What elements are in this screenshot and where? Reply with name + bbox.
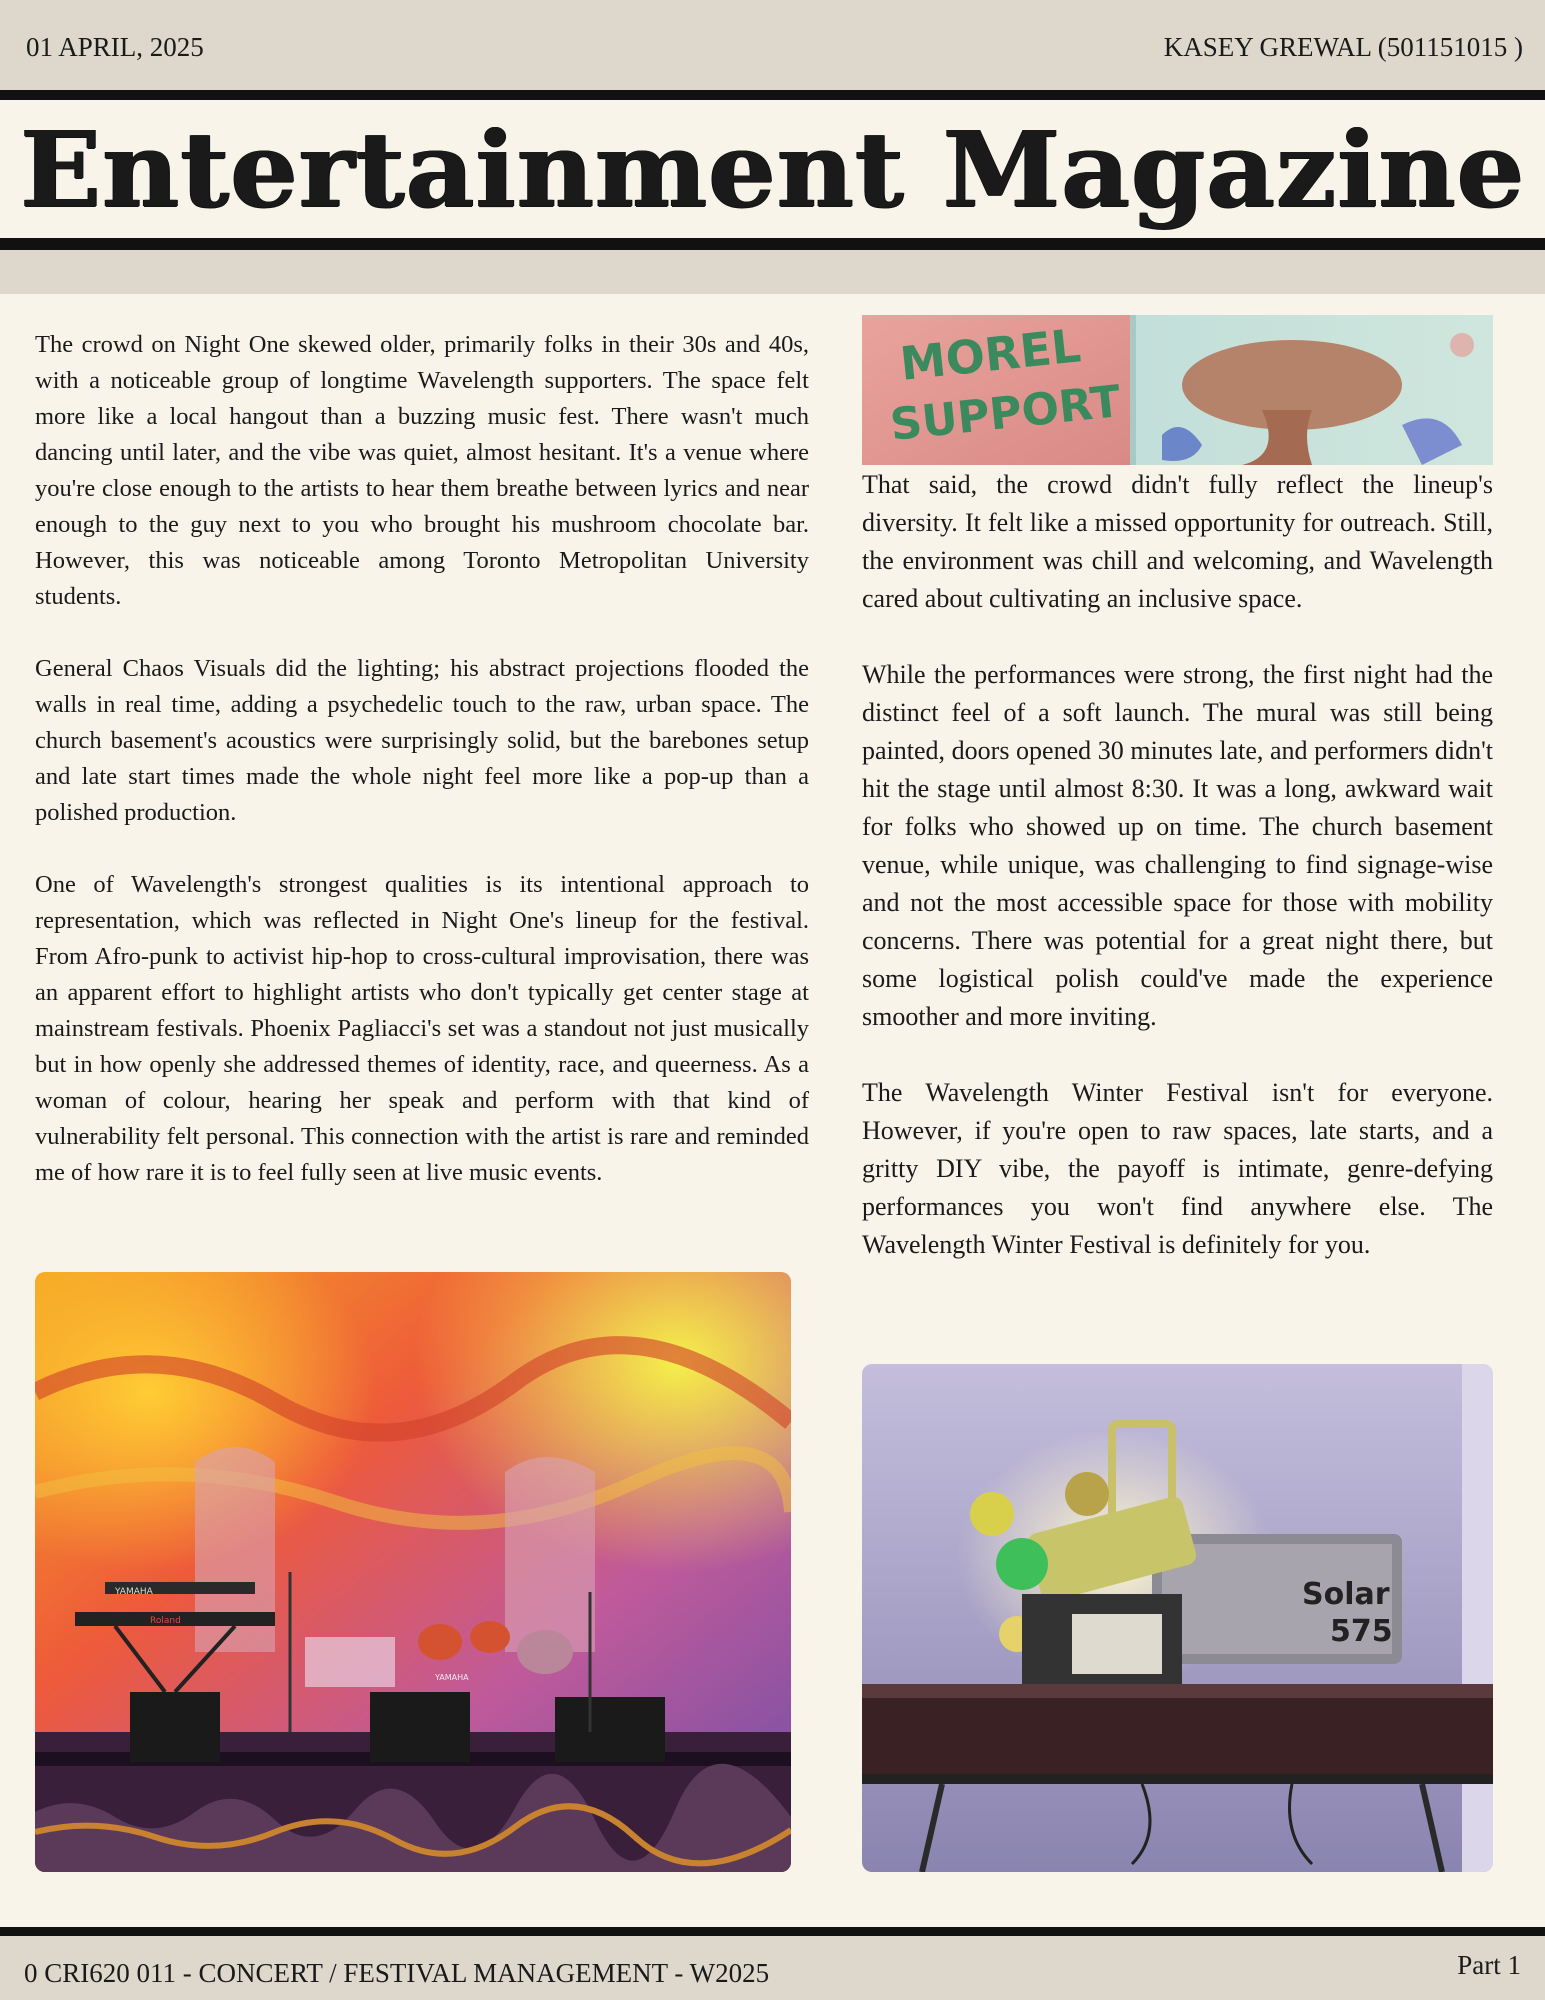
issue-date: 01 APRIL, 2025 — [26, 32, 204, 62]
paragraph-soft-launch: While the performances were strong, the first night had the distinct feel of a soft launch. The mural was still being painted, doors opened 30 minutes late, and performers didn't hit the stage until almost 8:30. It was a long, awkward wait for folks who showed up on time. The church basement venue, while unique, was challenging to find signage-wise and not the most accessible space for those with mobility concerns. There was potential for a great night there, but some logistical polish could've made the experience smoother and more inviting. — [862, 660, 1493, 1031]
masthead-bottom-rule — [0, 238, 1545, 250]
sub-band — [0, 250, 1545, 294]
mural-text-line1: MOREL — [897, 318, 1084, 391]
left-column — [35, 327, 809, 1227]
keyboard-brand: YAMAHA — [115, 1587, 153, 1597]
right-column — [862, 466, 1493, 1302]
mural-photo — [862, 315, 1493, 465]
top-bar — [0, 0, 1545, 90]
masthead — [0, 100, 1545, 238]
footer — [0, 1936, 1545, 2000]
stage-photo — [35, 1272, 791, 1872]
course-code: 0 CRI620 011 - CONCERT / FESTIVAL MANAGEMENT - W2025 — [24, 1958, 770, 1988]
paragraph-conclusion: The Wavelength Winter Festival isn't for everyone. However, if you're open to raw spaces, late starts, and a gritty DIY vibe, the payoff is intimate, genre-defying performances you won't find anywhere else. The Wavelength Winter Festival is definitely for you. — [862, 1078, 1493, 1259]
paragraph-crowd: The crowd on Night One skewed older, primarily folks in their 30s and 40s, with a noticeable group of longtime Wavelength supporters. The space felt more like a local hangout than a buzzing music fest. There wasn't much dancing until later, and the vibe was quiet, almost hesitant. It's a venue where you're close enough to the artists to hear them breathe between lyrics and near enough to the guy next to you who brought his mushroom chocolate bar. However, this was noticeable among Toronto Metropolitan University students. — [35, 331, 809, 610]
keyboard-brand-2: Roland — [150, 1616, 181, 1626]
footer-rule — [0, 1927, 1545, 1936]
page-label: Part 1 — [1457, 1950, 1521, 1980]
paragraph-representation: One of Wavelength's strongest qualities is its intentional approach to representation, which was reflected in Night One's lineup for the festival. From Afro-punk to activist hip-hop to cross-cultural improvisation, there was an apparent effort to highlight artists who don't typically get center stage at mainstream festivals. Phoenix Pagliacci's set was a standout not just musically but in how openly she addressed themes of identity, race, and queerness. As a woman of colour, hearing her speak and perform with that kind of vulnerability felt personal. This connection with the artist is rare and reminded me of how rare it is to feel fully seen at live music events. — [35, 871, 809, 1186]
author-name: KASEY GREWAL (501151015 ) — [1163, 32, 1523, 62]
mural-text-line2: SUPPORT — [887, 376, 1124, 451]
magazine-title: Entertainment Magazine — [20, 107, 1525, 231]
masthead-top-rule — [0, 90, 1545, 100]
paragraph-diversity: That said, the crowd didn't fully reflect the lineup's diversity. It felt like a missed opportunity for outreach. Still, the environment was chill and welcoming, and Wavelength cared about cultivating an inclusive space. — [862, 470, 1493, 613]
paragraph-lighting: General Chaos Visuals did the lighting; his abstract projections flooded the walls in real time, adding a psychedelic touch to the raw, urban space. The church basement's acoustics were surprisingly solid, but the barebones setup and late start times made the whole night feel more like a pop-up than a polished production. — [35, 655, 809, 826]
projector-model: 575 — [1330, 1614, 1393, 1649]
projector-brand: Solar — [1302, 1577, 1390, 1612]
drum-brand: YAMAHA — [435, 1673, 469, 1682]
projector-photo — [862, 1364, 1493, 1872]
